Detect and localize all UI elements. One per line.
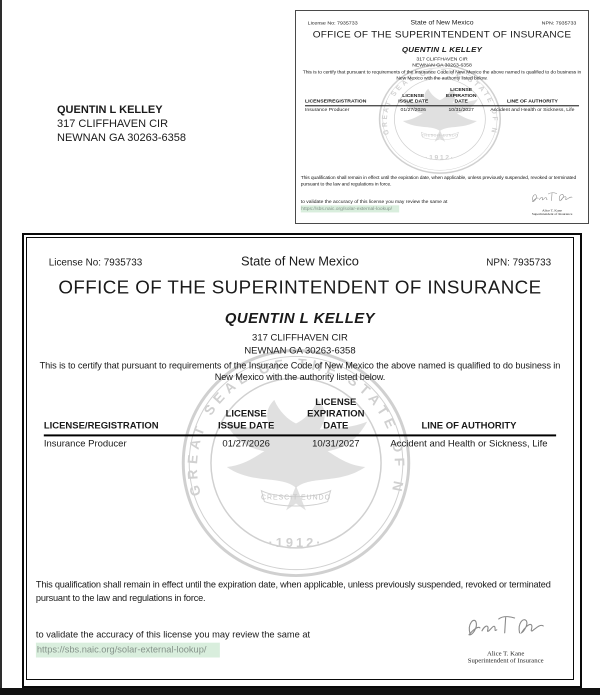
holder-address-line1: 317 CLIFFHAVEN CIR — [416, 56, 468, 62]
cell-expiration-date: 10/31/2027 — [312, 438, 360, 450]
npn-number: NPN: 7935733 — [486, 257, 552, 269]
certify-text: This is to certify that pursuant to requirements of the Insurance Code of New Mexico the above named is qualified to do business in New Mexico with the authority listed below. — [302, 69, 582, 81]
holder-address-line1: 317 CLIFFHAVEN CIR — [252, 332, 348, 344]
license-holder-name: QUENTIN L KELLEY — [224, 310, 376, 327]
license-holder-name: QUENTIN L KELLEY — [401, 45, 483, 54]
mailing-address-block — [57, 103, 186, 145]
office-title: OFFICE OF THE SUPERINTENDENT OF INSURANCE — [312, 29, 572, 40]
license-number: License No: 7935733 — [48, 257, 143, 269]
signer-title: Superintendent of Insurance — [531, 212, 573, 216]
qualification-text: This qualification shall remain in effect until the expiration date, when applicable, unless previously suspended, revoked or terminated pursuant to the law and regulations in force. — [35, 579, 551, 603]
col-header-line-of-authority: LINE OF AUTHORITY — [506, 98, 558, 104]
signature-icon — [461, 610, 550, 644]
col-header-license-registration: LICENSE/REGISTRATION — [43, 420, 159, 432]
certificate-header-row — [27, 238, 573, 269]
state-title: State of New Mexico — [410, 18, 474, 26]
col-header-issue-date: LICENSE ISSUE DATE — [218, 408, 275, 432]
cell-license-registration: Insurance Producer — [43, 438, 127, 450]
license-number: License No: 7935733 — [307, 20, 358, 26]
table-header-row — [305, 87, 579, 106]
certificate-thumbnail — [295, 10, 589, 224]
cell-issue-date: 01/27/2026 — [400, 107, 426, 113]
license-lookup-link[interactable]: https://sbs.naic.org/solar-external-lookup/ — [36, 642, 220, 657]
license-lookup-link[interactable]: https://sbs.naic.org/solar-external-lookup/ — [301, 205, 400, 212]
cell-license-registration: Insurance Producer — [304, 107, 350, 113]
qualification-text: This qualification shall remain in effect until the expiration date, when applicable, unless previously suspended, revoked or terminated pursuant to the law and regulations in force. — [300, 175, 577, 187]
signer-name: Alice T. Kane — [542, 209, 563, 213]
certificate-content-small — [296, 11, 588, 223]
signature-block — [436, 610, 574, 664]
cell-issue-date: 01/27/2026 — [222, 438, 270, 450]
recipient-address-line1: 317 CLIFFHAVEN CIR — [57, 118, 169, 130]
table-row — [305, 106, 579, 112]
cell-expiration-date: 10/31/2027 — [448, 107, 474, 113]
col-header-expiration-date: LICENSE EXPIRATION DATE — [445, 87, 477, 104]
certificate-large — [22, 233, 582, 688]
license-table — [305, 87, 579, 112]
validate-text: to validate the accuracy of this license you may review the same at — [35, 628, 311, 640]
signature-icon — [528, 190, 576, 206]
recipient-name: QUENTIN L KELLEY — [57, 104, 163, 116]
cell-line-of-authority: Accident and Health or Sickness, Life — [490, 107, 575, 113]
validate-block — [301, 199, 448, 213]
certificate-inner-border — [26, 237, 574, 680]
page-edge-bottom — [0, 688, 600, 695]
holder-address-line2: NEWNAN GA 30263-6358 — [412, 62, 472, 68]
signer-title: Superintendent of Insurance — [467, 657, 544, 665]
cell-line-of-authority: Accident and Health or Sickness, Life — [390, 438, 548, 450]
validate-text: to validate the accuracy of this license you may review the same at — [300, 198, 448, 204]
npn-number: NPN: 7935733 — [541, 20, 577, 26]
page-edge-left — [0, 0, 2, 695]
validate-block — [36, 629, 310, 658]
col-header-line-of-authority: LINE OF AUTHORITY — [421, 420, 517, 432]
col-header-license-registration: LICENSE/REGISTRATION — [304, 98, 367, 104]
certify-text: This is to certify that pursuant to requirements of the Insurance Code of New Mexico the above named is qualified to do business in New Mexico with the authority listed below. — [39, 360, 561, 382]
certificate-header-row — [296, 11, 588, 26]
signature-block — [515, 190, 589, 216]
office-title: OFFICE OF THE SUPERINTENDENT OF INSURANCE — [58, 277, 542, 299]
signer-name: Alice T. Kane — [487, 650, 525, 658]
license-table — [44, 397, 556, 449]
state-title: State of New Mexico — [241, 253, 359, 269]
table-header-row — [44, 397, 556, 436]
table-row — [44, 436, 556, 449]
certificate-content-large — [27, 238, 573, 679]
col-header-expiration-date: LICENSE EXPIRATION DATE — [307, 397, 365, 432]
recipient-address-line2: NEWNAN GA 30263-6358 — [57, 132, 187, 144]
col-header-issue-date: LICENSE ISSUE DATE — [398, 93, 429, 104]
holder-address-line2: NEWNAN GA 30263-6358 — [244, 345, 356, 357]
